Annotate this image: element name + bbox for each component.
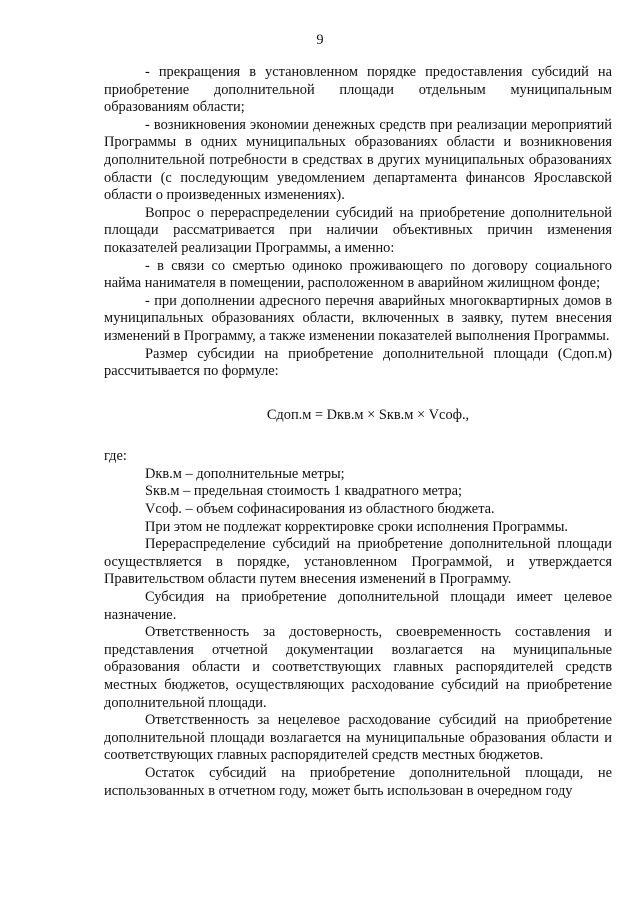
paragraph-list-addition-clause: - при дополнении адресного перечня аварийных многоквартирных домов в муниципальных образованиях области, включенных в заявку, путем внесения изменений в Программу, а также изменении показателей выполнения Программы. bbox=[104, 292, 612, 344]
page-number: 9 bbox=[316, 32, 324, 48]
paragraph-unused-balance: Остаток субсидий на приобретение дополнительной площади, не использованных в отчетном году, может быть использован в очередном году bbox=[104, 764, 612, 799]
paragraph-reporting-responsibility: Ответственность за достоверность, своевременность составления и представления отчетной документации возлагается на муниципальные образования области и соответствующих главных распорядителей средств местных бюджетов, осуществляющих расходование субсидий на приобретение дополнительной площади. bbox=[104, 624, 612, 711]
paragraph-redistribution-question: Вопрос о перераспределении субсидий на приобретение дополнительной площади рассматривается при наличии объективных причин изменения показателей реализации Программы, а именно: bbox=[104, 204, 612, 256]
paragraph-target-purpose: Субсидия на приобретение дополнительной площади имеет целевое назначение. bbox=[104, 589, 612, 623]
paragraph-subsidy-size: Размер субсидии на приобретение дополнительной площади (Сдоп.м) рассчитывается по формуле: bbox=[104, 345, 612, 380]
paragraph-redistribution-procedure: Перераспределение субсидий на приобретение дополнительной площади осуществляется в порядке, установленном Программой, и утверждается Правительством области путем внесения изменений в Программу. bbox=[104, 536, 612, 588]
document-body bbox=[104, 64, 612, 800]
paragraph-termination-clause: - прекращения в установленном порядке предоставления субсидий на приобретение дополнительной площади отдельным муниципальным образованиям области; bbox=[104, 64, 612, 116]
paragraph-death-clause: - в связи со смертью одиноко проживающего по договору социального найма нанимателя в помещении, расположенном в аварийном жилищном фонде; bbox=[104, 257, 612, 292]
paragraph-savings-clause: - возникновения экономии денежных средств при реализации мероприятий Программы в одних муниципальных образованиях области и возникновения дополнительной потребности в средствах в других муниципальных образованиях области (с последующим уведомлением департамента финансов Ярославской области о произведенных изменениях). bbox=[104, 116, 612, 204]
paragraph-misuse-responsibility: Ответственность за нецелевое расходование субсидий на приобретение дополнительной площади возлагается на муниципальные образования области и соответствующих главных распорядителей средств местных бюджетов. bbox=[104, 712, 612, 764]
where-label: где: bbox=[104, 448, 127, 465]
definition-max-cost: Sкв.м – предельная стоимость 1 квадратного метра; bbox=[145, 483, 462, 500]
definition-cofinancing: Vсоф. – объем софинасирования из областного бюджета. bbox=[145, 501, 495, 518]
subsidy-formula: Сдоп.м = Dкв.м × Sкв.м × Vсоф., bbox=[266, 406, 470, 423]
paragraph-no-deadline-change: При этом не подлежат корректировке сроки исполнения Программы. bbox=[145, 518, 569, 535]
definition-extra-meters: Dкв.м – дополнительные метры; bbox=[145, 465, 345, 482]
